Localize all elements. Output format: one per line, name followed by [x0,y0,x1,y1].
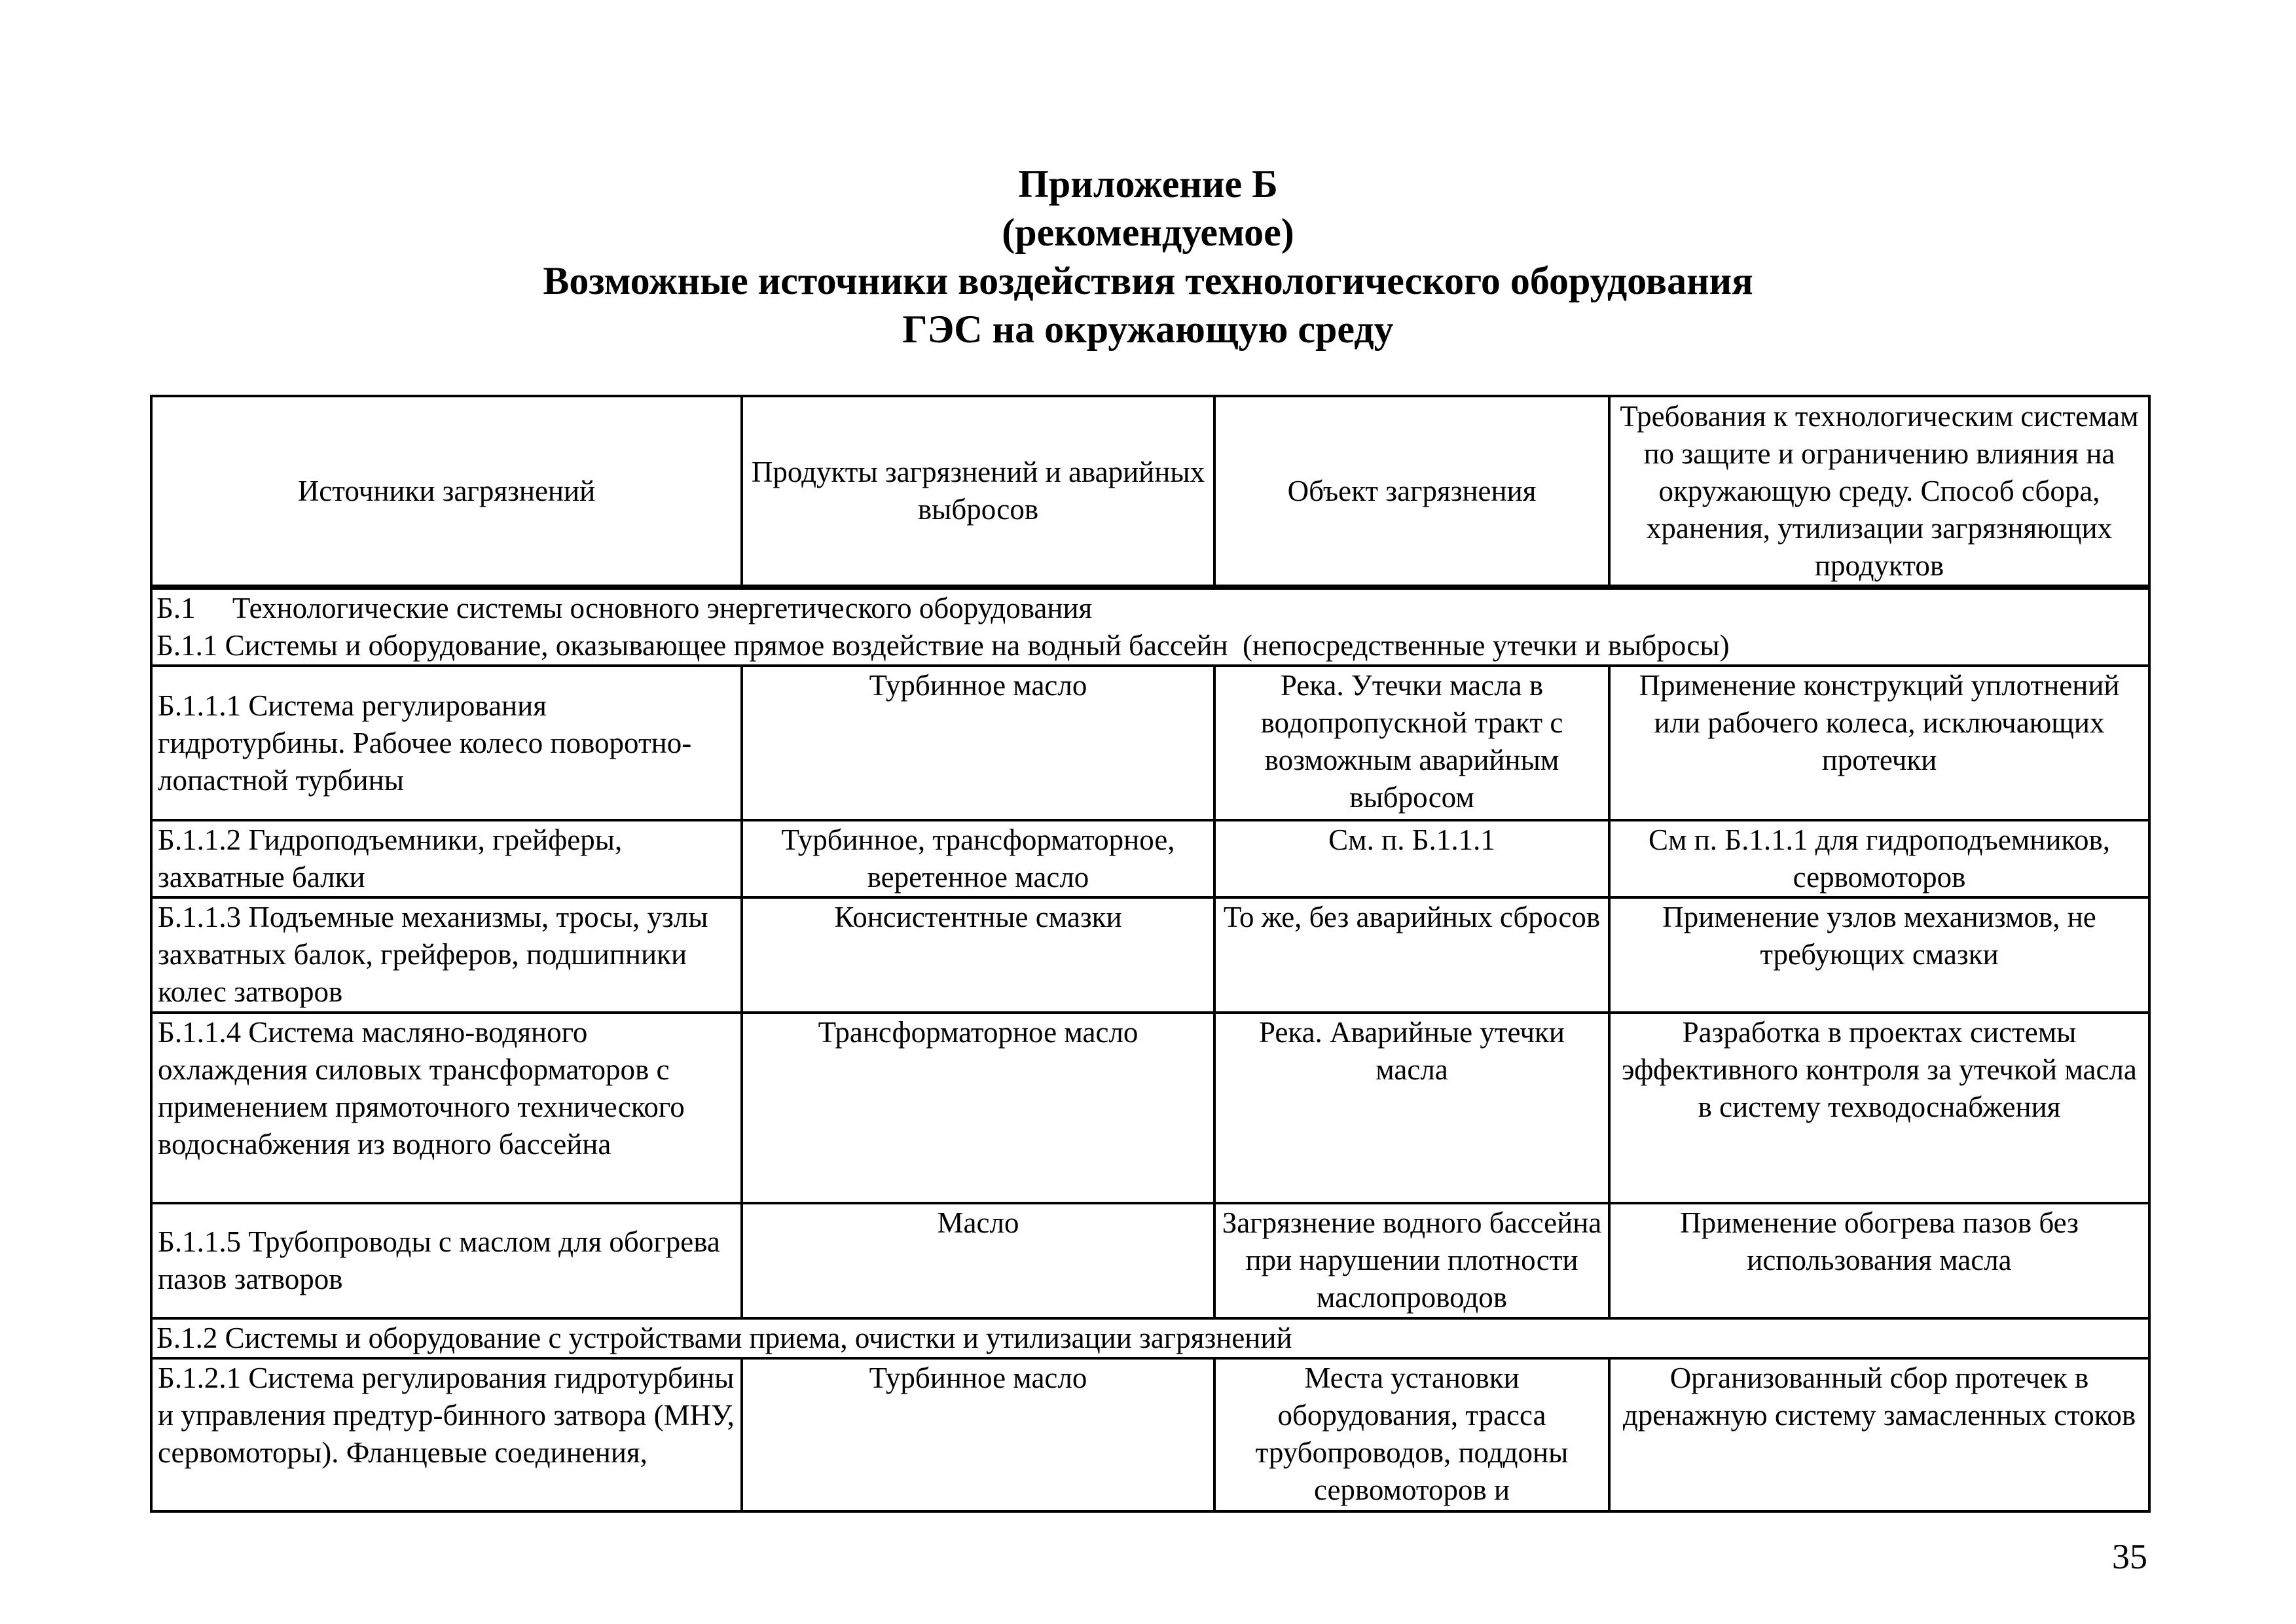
products-cell: Консистентные смазки [742,897,1214,1013]
object-cell: См. п. Б.1.1.1 [1214,820,1609,897]
products-cell: Турбинное масло [742,1358,1214,1511]
object-cell: Места установки оборудования, трасса трубопроводов, поддоны сервомоторов и [1214,1358,1609,1511]
products-cell: Трансформаторное масло [742,1013,1214,1203]
object-cell: Река. Утечки масла в водопропускной тракт с возможным аварийным выбросом [1214,666,1609,820]
object-cell: Загрязнение водного бассейна при нарушении плотности маслопроводов [1214,1203,1609,1318]
requirements-cell: Применение узлов механизмов, не требующих смазки [1609,897,2149,1013]
requirements-cell: Организованный сбор протечек в дренажную систему замасленных стоков [1609,1358,2149,1511]
pollution-sources-table [150,395,2151,1513]
table-row [151,1203,2149,1318]
table-row [151,820,2149,897]
appendix-title: Приложение Б [1018,162,1278,206]
column-header-sources: Источники загрязнений [151,396,742,587]
source-cell: Б.1.2.1 Система регулирования гидротурбины и управления предтур-бинного затвора (МНУ, сервомоторы). Фланцевые соединения, [151,1358,742,1511]
requirements-cell: Применение конструкций уплотнений или рабочего колеса, исключающих протечки [1609,666,2149,820]
column-header-products: Продукты загрязнений и аварийных выбросов [742,396,1214,587]
table-header-row [151,396,2149,587]
source-cell: Б.1.1.4 Система масляно-водяного охлаждения силовых трансформаторов с применением прямоточного технического водоснабжения из водного бассейна [151,1013,742,1203]
object-cell: То же, без аварийных сбросов [1214,897,1609,1013]
page-number: 35 [2112,1537,2147,1576]
column-header-object: Объект загрязнения [1214,396,1609,587]
section-row-b11 [151,627,2149,666]
section-title-b11: Б.1.1 Системы и оборудование, оказывающее прямое воздействие на водный бассейн (непосредственные утечки и выбросы) [151,627,2149,666]
requirements-cell: Применение обогрева пазов без использования масла [1609,1203,2149,1318]
table-row [151,666,2149,820]
section-row-b12 [151,1318,2149,1358]
table-row [151,1358,2149,1511]
source-cell: Б.1.1.1 Система регулирования гидротурбины. Рабочее колесо поворотно-лопастной турбины [151,666,742,820]
products-cell: Масло [742,1203,1214,1318]
requirements-cell: Разработка в проектах системы эффективного контроля за утечкой масла в систему техводоснабжения [1609,1013,2149,1203]
object-cell: Река. Аварийные утечки масла [1214,1013,1609,1203]
source-cell: Б.1.1.2 Гидроподъемники, грейферы, захватные балки [151,820,742,897]
source-cell: Б.1.1.5 Трубопроводы с маслом для обогрева пазов затворов [151,1203,742,1318]
appendix-subject-line1: Возможные источники воздействия технологического оборудования [543,259,1753,302]
page-heading [0,160,2296,353]
appendix-status: (рекомендуемое) [1002,211,1294,254]
section-title-b12: Б.1.2 Системы и оборудование с устройствами приема, очистки и утилизации загрязнений [151,1318,2149,1358]
requirements-cell: См п. Б.1.1.1 для гидроподъемников, сервомоторов [1609,820,2149,897]
column-header-requirements: Требования к технологическим системам по защите и ограничению влияния на окружающую среду. Способ сбора, хранения, утилизации загрязняющих продуктов [1609,396,2149,587]
section-title-b1: Б.1 Технологические системы основного энергетического оборудования [151,587,2149,627]
source-cell: Б.1.1.3 Подъемные механизмы, тросы, узлы захватных балок, грейферов, подшипники колес затворов [151,897,742,1013]
appendix-subject-line2: ГЭС на окружающую среду [902,308,1394,351]
products-cell: Турбинное масло [742,666,1214,820]
section-row-b1 [151,587,2149,627]
table-row [151,897,2149,1013]
products-cell: Турбинное, трансформаторное, веретенное масло [742,820,1214,897]
table-row [151,1013,2149,1203]
